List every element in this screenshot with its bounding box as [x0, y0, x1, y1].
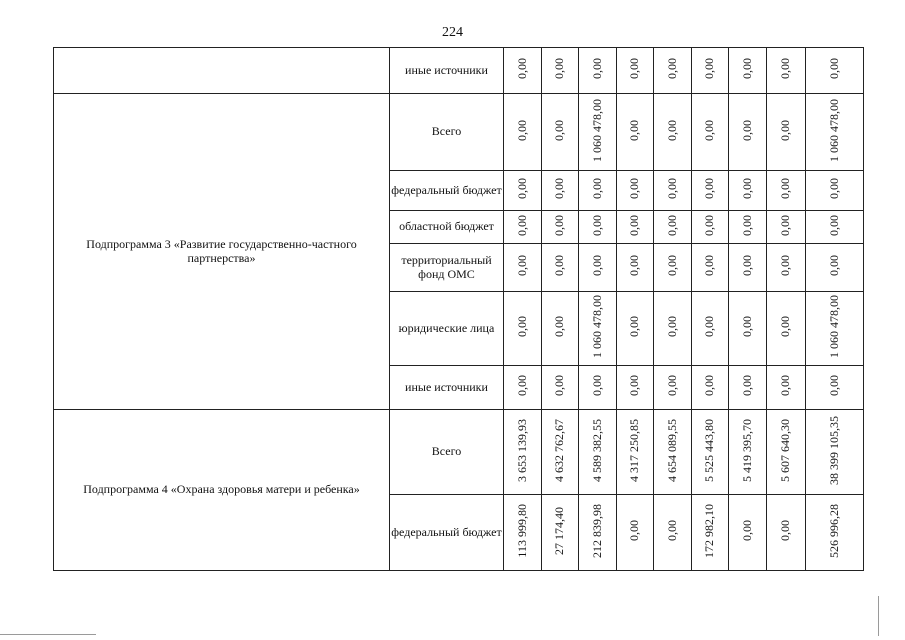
value-text: 0,00 — [627, 58, 642, 80]
value-text: 0,00 — [514, 119, 529, 141]
value-text: 0,00 — [627, 214, 642, 236]
value-text: 0,00 — [702, 255, 717, 277]
value-text: 0,00 — [826, 58, 841, 80]
value-cell — [729, 94, 767, 171]
value-cell — [579, 292, 617, 366]
value-cell — [806, 366, 864, 410]
value-cell — [579, 94, 617, 171]
value-text: 0,00 — [739, 214, 754, 236]
table-row — [54, 94, 864, 171]
value-cell — [617, 410, 654, 495]
value-text: 0,00 — [739, 255, 754, 277]
value-cell — [767, 292, 806, 366]
value-text: 38 399 105,35 — [826, 415, 841, 485]
value-text: 0,00 — [778, 520, 793, 542]
value-cell — [767, 244, 806, 292]
value-cell — [617, 366, 654, 410]
value-text: 5 607 640,30 — [778, 418, 793, 482]
value-text: 0,00 — [739, 375, 754, 397]
scan-edge-mark — [878, 596, 879, 636]
value-text: 0,00 — [589, 58, 604, 80]
value-cell — [654, 410, 692, 495]
value-cell — [729, 410, 767, 495]
value-text: 0,00 — [702, 119, 717, 141]
funding-source-cell: областной бюджет — [390, 211, 504, 244]
value-cell — [654, 244, 692, 292]
value-text: 5 525 443,80 — [702, 418, 717, 482]
value-cell — [806, 48, 864, 94]
value-cell — [579, 48, 617, 94]
value-cell — [806, 410, 864, 495]
table-row — [54, 410, 864, 495]
value-text: 0,00 — [514, 58, 529, 80]
value-cell — [617, 48, 654, 94]
value-text: 0,00 — [514, 316, 529, 338]
value-text: 0,00 — [778, 214, 793, 236]
value-text: 4 589 382,55 — [589, 418, 604, 482]
value-text: 1 060 478,00 — [589, 98, 604, 162]
value-cell — [504, 94, 542, 171]
value-cell — [542, 495, 579, 571]
value-text: 0,00 — [778, 255, 793, 277]
funding-source-cell: федеральный бюджет — [390, 171, 504, 211]
value-text: 0,00 — [664, 178, 679, 200]
value-text: 0,00 — [664, 316, 679, 338]
value-text: 0,00 — [627, 520, 642, 542]
value-text: 0,00 — [627, 255, 642, 277]
value-text: 0,00 — [826, 214, 841, 236]
funding-source-cell: иные источники — [390, 366, 504, 410]
value-cell — [692, 292, 729, 366]
value-text: 0,00 — [778, 316, 793, 338]
value-cell — [692, 94, 729, 171]
value-text: 4 317 250,85 — [627, 418, 642, 482]
value-cell — [654, 366, 692, 410]
value-cell — [729, 292, 767, 366]
value-text: 1 060 478,00 — [826, 295, 841, 359]
value-text: 0,00 — [826, 178, 841, 200]
value-text: 0,00 — [739, 520, 754, 542]
value-text: 0,00 — [702, 375, 717, 397]
value-cell — [654, 495, 692, 571]
value-cell — [806, 211, 864, 244]
value-text: 526 996,28 — [826, 503, 841, 558]
funding-source-cell: Всего — [390, 94, 504, 171]
value-cell — [504, 366, 542, 410]
value-cell — [767, 366, 806, 410]
funding-source-cell: иные источники — [390, 48, 504, 94]
value-cell — [542, 292, 579, 366]
value-cell — [806, 292, 864, 366]
value-text: 0,00 — [664, 58, 679, 80]
value-text: 212 839,98 — [589, 503, 604, 558]
value-cell — [579, 171, 617, 211]
value-text: 0,00 — [552, 178, 567, 200]
value-cell — [692, 48, 729, 94]
value-text: 1 060 478,00 — [826, 98, 841, 162]
value-cell — [767, 211, 806, 244]
value-cell — [617, 211, 654, 244]
value-cell — [692, 495, 729, 571]
value-cell — [542, 366, 579, 410]
page-number: 224 — [442, 25, 463, 40]
value-cell — [767, 495, 806, 571]
value-text: 0,00 — [552, 316, 567, 338]
value-cell — [504, 171, 542, 211]
value-text: 0,00 — [826, 375, 841, 397]
funding-table — [53, 47, 864, 571]
value-cell — [692, 410, 729, 495]
value-text: 0,00 — [702, 214, 717, 236]
value-cell — [767, 171, 806, 211]
value-cell — [579, 211, 617, 244]
value-text: 0,00 — [627, 375, 642, 397]
value-text: 27 174,40 — [552, 506, 567, 555]
value-cell — [504, 495, 542, 571]
value-text: 0,00 — [514, 255, 529, 277]
table-row — [54, 48, 864, 94]
value-text: 0,00 — [514, 375, 529, 397]
value-cell — [729, 48, 767, 94]
value-text: 0,00 — [664, 375, 679, 397]
value-text: 0,00 — [778, 375, 793, 397]
value-text: 0,00 — [739, 178, 754, 200]
value-cell — [806, 94, 864, 171]
value-text: 0,00 — [552, 119, 567, 141]
value-text: 0,00 — [778, 178, 793, 200]
funding-source-cell: федеральный бюджет — [390, 495, 504, 571]
value-cell — [504, 410, 542, 495]
subprogram-name-cell: Подпрограмма 4 «Охрана здоровья матери и ребенка» — [54, 410, 390, 571]
value-cell — [617, 244, 654, 292]
value-cell — [542, 410, 579, 495]
value-text: 0,00 — [664, 255, 679, 277]
value-text: 0,00 — [778, 119, 793, 141]
value-text: 0,00 — [589, 214, 604, 236]
value-cell — [504, 48, 542, 94]
value-cell — [692, 366, 729, 410]
value-cell — [692, 211, 729, 244]
funding-source-cell: юридические лица — [390, 292, 504, 366]
value-cell — [729, 171, 767, 211]
value-cell — [806, 495, 864, 571]
value-cell — [767, 410, 806, 495]
value-text: 172 982,10 — [702, 503, 717, 558]
value-text: 0,00 — [589, 255, 604, 277]
value-cell — [806, 171, 864, 211]
value-text: 0,00 — [552, 375, 567, 397]
value-cell — [579, 495, 617, 571]
value-cell — [542, 244, 579, 292]
value-cell — [542, 48, 579, 94]
value-text: 0,00 — [664, 119, 679, 141]
value-cell — [654, 292, 692, 366]
value-cell — [654, 94, 692, 171]
value-text: 4 632 762,67 — [552, 418, 567, 482]
value-text: 0,00 — [589, 375, 604, 397]
value-cell — [692, 171, 729, 211]
value-cell — [617, 495, 654, 571]
value-cell — [729, 366, 767, 410]
value-text: 0,00 — [739, 119, 754, 141]
value-cell — [542, 211, 579, 244]
funding-source-cell: Всего — [390, 410, 504, 495]
value-cell — [729, 495, 767, 571]
value-text: 0,00 — [552, 214, 567, 236]
value-cell — [729, 244, 767, 292]
value-cell — [579, 410, 617, 495]
value-text: 0,00 — [664, 214, 679, 236]
value-cell — [579, 244, 617, 292]
value-text: 0,00 — [589, 178, 604, 200]
value-cell — [504, 292, 542, 366]
value-text: 0,00 — [514, 214, 529, 236]
value-text: 0,00 — [552, 58, 567, 80]
value-text: 0,00 — [514, 178, 529, 200]
value-text: 0,00 — [664, 520, 679, 542]
value-cell — [654, 211, 692, 244]
subprogram-name-cell: Подпрограмма 3 «Развитие государственно-частного партнерства» — [54, 94, 390, 410]
value-text: 0,00 — [627, 119, 642, 141]
value-text: 0,00 — [702, 58, 717, 80]
value-text: 0,00 — [702, 178, 717, 200]
value-text: 5 419 395,70 — [739, 418, 754, 482]
scan-edge-mark — [0, 634, 96, 635]
funding-source-cell: территориальный фонд ОМС — [390, 244, 504, 292]
value-cell — [806, 244, 864, 292]
value-cell — [767, 94, 806, 171]
value-text: 0,00 — [739, 316, 754, 338]
value-text: 0,00 — [627, 316, 642, 338]
value-text: 0,00 — [702, 316, 717, 338]
value-text: 113 999,80 — [514, 503, 529, 558]
value-cell — [767, 48, 806, 94]
value-cell — [542, 94, 579, 171]
value-text: 0,00 — [627, 178, 642, 200]
value-text: 1 060 478,00 — [589, 295, 604, 359]
subprogram-name-cell — [54, 48, 390, 94]
value-text: 0,00 — [552, 255, 567, 277]
value-text: 0,00 — [778, 58, 793, 80]
value-cell — [542, 171, 579, 211]
value-cell — [504, 244, 542, 292]
value-cell — [654, 171, 692, 211]
value-text: 3 653 139,93 — [514, 418, 529, 482]
value-cell — [654, 48, 692, 94]
value-text: 4 654 089,55 — [664, 418, 679, 482]
value-cell — [579, 366, 617, 410]
value-cell — [692, 244, 729, 292]
value-text: 0,00 — [739, 58, 754, 80]
value-cell — [617, 94, 654, 171]
value-cell — [617, 171, 654, 211]
value-cell — [729, 211, 767, 244]
value-text: 0,00 — [826, 255, 841, 277]
value-cell — [617, 292, 654, 366]
value-cell — [504, 211, 542, 244]
